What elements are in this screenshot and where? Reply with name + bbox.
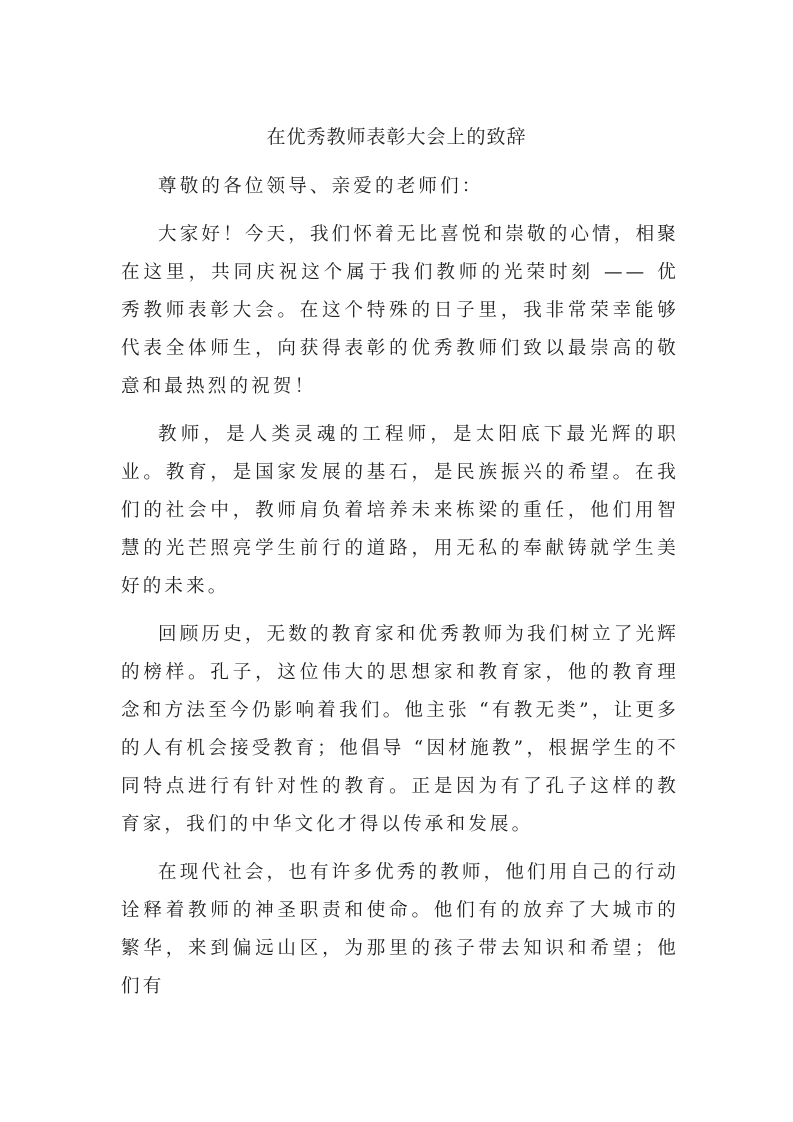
document-title: 在优秀教师表彰大会上的致辞 <box>266 126 527 148</box>
paragraph-1: 大家好！今天，我们怀着无比喜悦和崇敬的心情，相聚在这里，共同庆祝这个属于我们教师的光荣时刻 —— 优秀教师表彰大会。在这个特殊的日子里，我非常荣幸能够代表全体师生，向获得表彰的优秀教师们致以最崇高的敬意和最热烈的祝贺！ <box>121 224 679 397</box>
greeting: 尊敬的各位领导、亲爱的老师们： <box>158 176 484 197</box>
document-body <box>121 168 679 1016</box>
paragraph-4: 在现代社会，也有许多优秀的教师，他们用自己的行动诠释着教师的神圣职责和使命。他们有的放弃了大城市的繁华，来到偏远山区，为那里的孩子带去知识和希望；他们有 <box>121 862 679 997</box>
paragraph-2: 教师，是人类灵魂的工程师，是太阳底下最光辉的职业。教育，是国家发展的基石，是民族振兴的希望。在我们的社会中，教师肩负着培养未来栋梁的重任，他们用智慧的光芒照亮学生前行的道路，用无私的奉献铸就学生美好的未来。 <box>121 424 679 597</box>
paragraph-3: 回顾历史，无数的教育家和优秀教师为我们树立了光辉的榜样。孔子，这位伟大的思想家和教育家，他的教育理念和方法至今仍影响着我们。他主张 “有教无类”，让更多的人有机会接受教育；他倡导 “因材施教”，根据学生的不同特点进行有针对性的教育。正是因为有了孔子这样的教育家，我们的中华文化才得以传承和发展。 <box>121 624 679 835</box>
